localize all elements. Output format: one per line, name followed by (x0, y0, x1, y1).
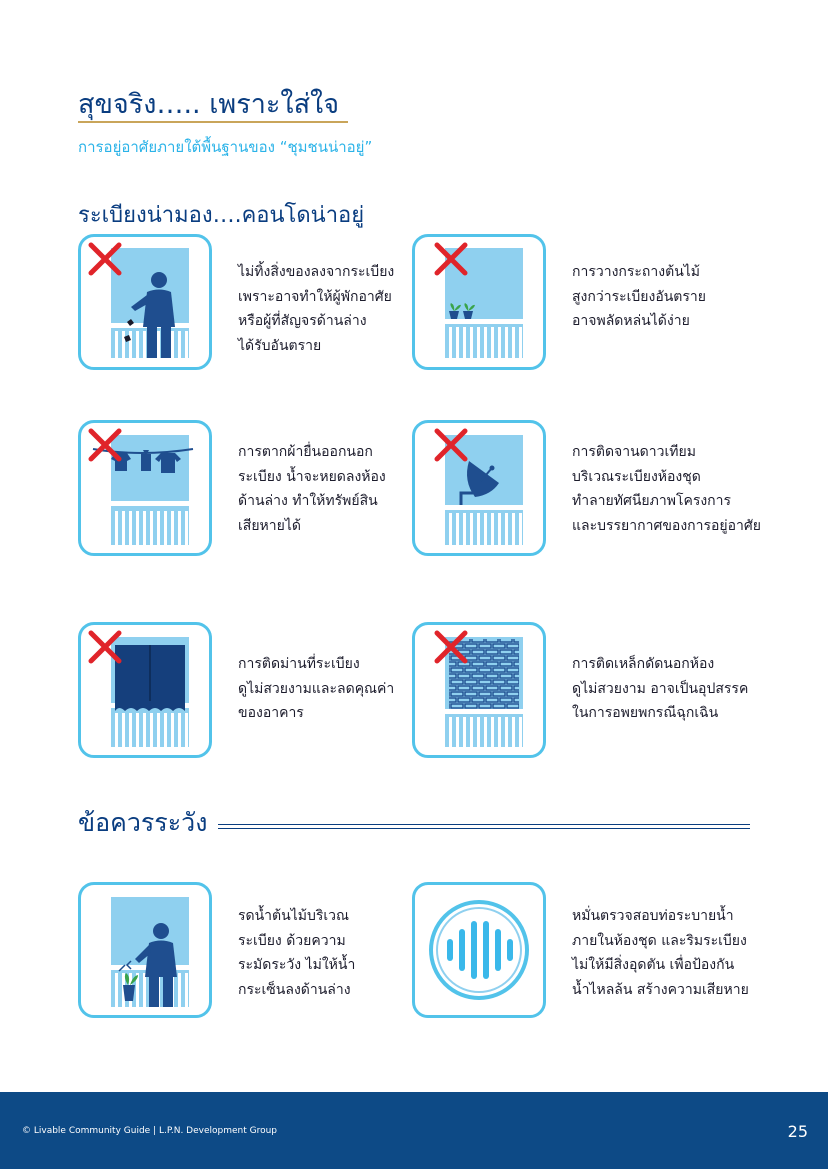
rule-5-text (238, 652, 394, 726)
footer-credit: © Livable Community Guide | L.P.N. Development Group (22, 1126, 278, 1136)
watering-plants-icon (81, 885, 209, 1015)
rule-4-line: ทำลายทัศนียภาพโครงการ (572, 493, 732, 509)
rule-2-line: สูงกว่าระเบียงอันตราย (572, 288, 706, 305)
page-number: 25 (787, 1122, 808, 1141)
rule-2-tile (412, 234, 546, 370)
caution-1-line: กระเซ็นลงด้านล่าง (238, 981, 351, 998)
rule-1-tile (78, 234, 212, 370)
caution-divider (218, 824, 750, 829)
rule-3-line: ด้านล่าง ทำให้ทรัพย์สิน (238, 493, 378, 509)
title-underline (78, 121, 348, 123)
rule-1-text (238, 260, 394, 358)
caution-1-tile (78, 882, 212, 1018)
page-title: สุขจริง….. เพราะใส่ใจ (78, 89, 340, 120)
rule-4-line: และบรรยากาศของการอยู่อาศัย (572, 517, 761, 534)
floor-drain-icon (415, 885, 543, 1015)
rule-4-text (572, 440, 761, 538)
caution-title: ข้อควรระวัง (78, 808, 208, 837)
caution-2-line: หมั่นตรวจสอบท่อระบายน้ำ (572, 908, 734, 924)
section-title: ระเบียงน่ามอง….คอนโดน่าอยู่ (78, 203, 365, 228)
satellite-dish-icon (415, 423, 543, 553)
rule-6-text (572, 652, 748, 726)
rule-3-tile (78, 420, 212, 556)
rule-3-text (238, 440, 386, 538)
caution-1-line: รดน้ำต้นไม้บริเวณ (238, 908, 350, 924)
rule-1-line: ไม่ทิ้งสิ่งของลงจากระเบียง (238, 264, 395, 280)
rule-3-line: การตากผ้ายื่นออกนอก (238, 444, 373, 460)
caution-1-text (238, 904, 355, 1002)
curtain-icon (81, 625, 209, 755)
hanging-laundry-icon (81, 423, 209, 553)
caution-2-line: ไม่ให้มีสิ่งอุดตัน เพื่อป้องกัน (572, 957, 735, 973)
rule-5-line: ดูไม่สวยงามและลดคุณค่า (238, 680, 395, 697)
rule-6-line: การติดเหล็กดัดนอกห้อง (572, 656, 715, 672)
rule-6-line: ในการอพยพกรณีฉุกเฉิน (572, 705, 719, 721)
rule-3-line: เสียหายได้ (238, 517, 301, 534)
rule-5-line: ของอาคาร (238, 705, 304, 721)
rule-4-line: บริเวณระเบียงห้องชุด (572, 468, 701, 485)
rule-1-line: เพราะอาจทำให้ผู้พักอาศัย (238, 288, 392, 305)
caution-2-line: ภายในห้องชุด และริมระเบียง (572, 932, 747, 949)
rule-1-line: ได้รับอันตราย (238, 337, 322, 354)
rule-2-line: อาจพลัดหล่นได้ง่าย (572, 313, 690, 329)
page-subtitle: การอยู่อาศัยภายใต้พื้นฐานของ “ชุมชนน่าอยู่” (78, 138, 373, 156)
rule-4-line: การติดจานดาวเทียม (572, 444, 696, 460)
rule-5-line: การติดม่านที่ระเบียง (238, 656, 360, 672)
rule-6-line: ดูไม่สวยงาม อาจเป็นอุปสรรค (572, 680, 749, 697)
caution-2-line: น้ำไหลล้น สร้างความเสียหาย (572, 981, 749, 998)
caution-2-text (572, 904, 749, 1002)
rule-6-tile (412, 622, 546, 758)
rule-1-line: หรือผู้ที่สัญจรด้านล่าง (238, 313, 367, 329)
caution-1-line: ระมัดระวัง ไม่ให้น้ำ (238, 957, 356, 973)
flower-pot-icon (415, 237, 543, 367)
caution-1-line: ระเบียง ด้วยความ (238, 932, 346, 949)
rule-3-line: ระเบียง น้ำจะหยดลงห้อง (238, 468, 386, 485)
rule-2-line: การวางกระถางต้นไม้ (572, 264, 701, 280)
person-throwing-icon (81, 237, 209, 367)
caution-2-tile (412, 882, 546, 1018)
rule-2-text (572, 260, 706, 334)
rule-5-tile (78, 622, 212, 758)
iron-grille-icon (415, 625, 543, 755)
rule-4-tile (412, 420, 546, 556)
